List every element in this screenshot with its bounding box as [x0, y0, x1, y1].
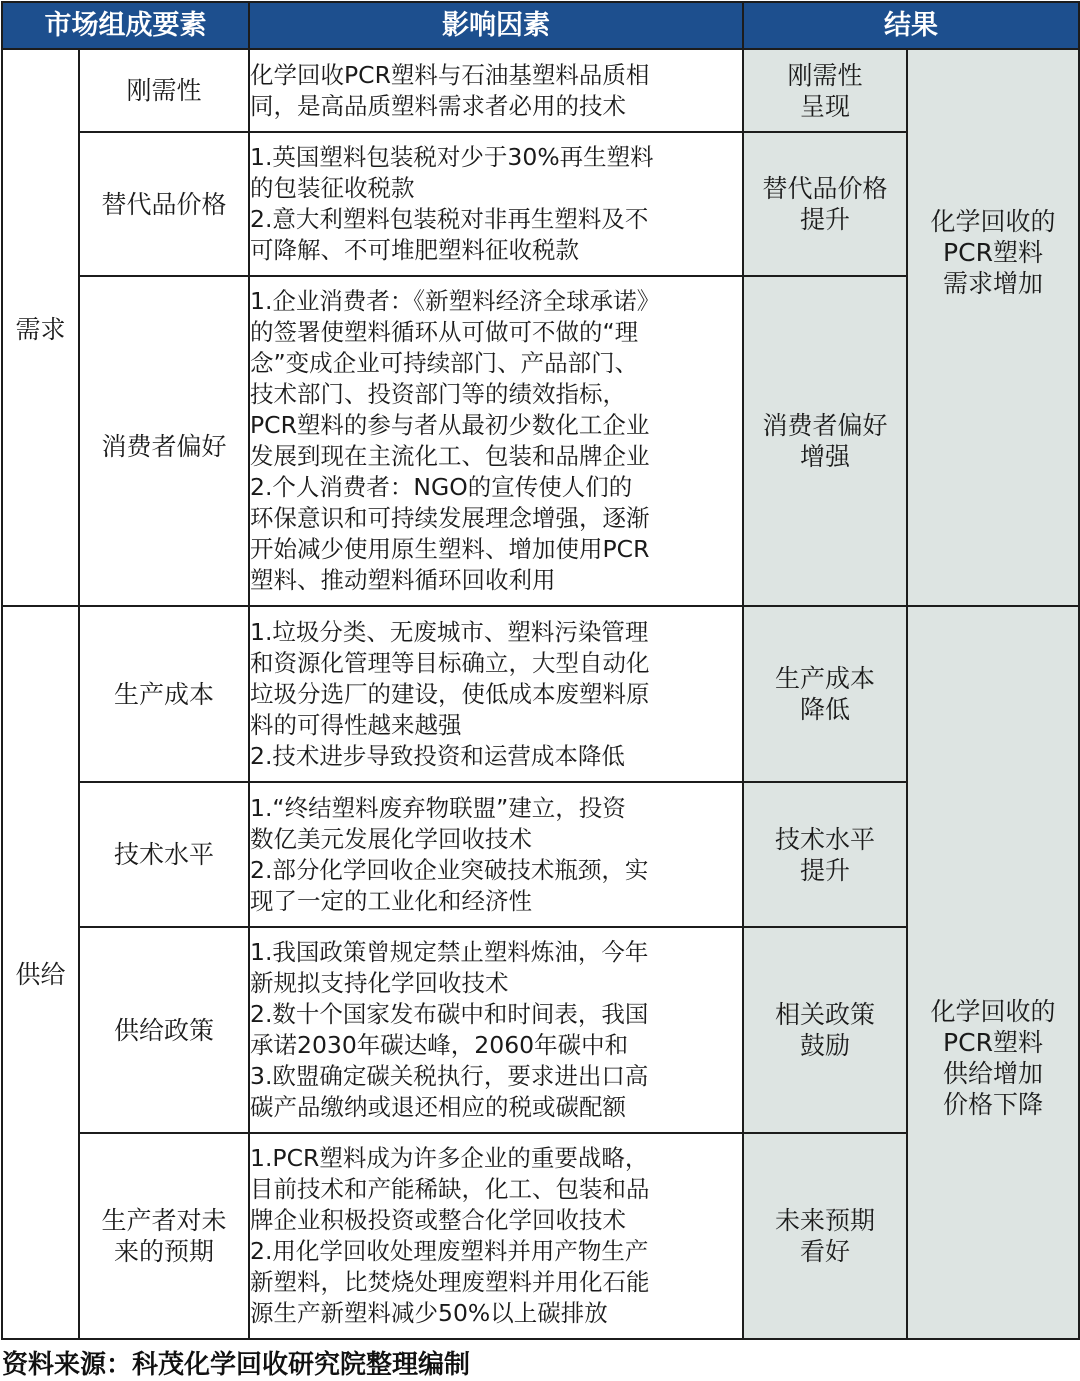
influence-line: 的包装征收税款 — [250, 174, 415, 202]
factor-text: 消费者偏好 — [101, 431, 227, 461]
result-text: 未来预期 — [774, 1206, 875, 1235]
final-result-spacer — [908, 299, 1078, 449]
factor-text: 生产者对未 — [101, 1206, 227, 1235]
influence-cell — [249, 276, 743, 606]
influence-line: 环保意识和可持续发展理念增强，逐渐 — [250, 504, 650, 532]
influence-line: 3.欧盟确定碳关税执行，要求进出口高 — [250, 1062, 649, 1090]
result-cell — [743, 276, 907, 606]
influence-cell — [249, 782, 743, 927]
influence-line: 新塑料，比焚烧处理废塑料并用化石能 — [250, 1268, 650, 1296]
final-result-supply — [907, 606, 1079, 1339]
header-row — [2, 2, 1079, 49]
influence-line: 牌企业积极投资或整合化学回收技术 — [250, 1206, 626, 1234]
result-text: 刚需性 — [787, 60, 863, 90]
result-text: 降低 — [799, 695, 850, 724]
factor-cell — [79, 276, 249, 606]
influence-line: 的签署使塑料循环从可做可不做的“理 — [250, 318, 639, 346]
influence-line: 念”变成企业可持续部门、产品部门、 — [250, 349, 639, 377]
influence-line: 1.企业消费者：《新塑料经济全球承诺》 — [250, 287, 661, 315]
factor-cell — [79, 606, 249, 782]
influence-cell — [249, 132, 743, 276]
header-market-components: 市场组成要素 — [2, 2, 249, 49]
result-text: 增强 — [799, 442, 850, 471]
final-result-text: 价格下降 — [942, 1089, 1043, 1119]
factor-cell — [79, 132, 249, 276]
final-result-text: 化学回收的 — [930, 207, 1056, 236]
final-result-spacer — [908, 826, 1078, 996]
influence-line: 技术部门、投资部门等的绩效指标， — [250, 380, 626, 408]
source-note: 资料来源：科茂化学回收研究院整理编制 — [2, 1350, 471, 1380]
result-text: 鼓励 — [799, 1031, 850, 1060]
influence-line: 碳产品缴纳或退还相应的税或碳配额 — [250, 1093, 626, 1121]
factor-text: 生产成本 — [113, 679, 214, 709]
influence-line: 同，是高品质塑料需求者必用的技术 — [250, 91, 626, 120]
result-cell — [743, 132, 907, 276]
factor-cell — [79, 1133, 249, 1339]
header-result: 结果 — [743, 2, 1079, 49]
result-text: 技术水平 — [774, 824, 875, 854]
factor-cell — [79, 49, 249, 132]
final-result-text: 化学回收的 — [930, 996, 1056, 1026]
result-text: 提升 — [799, 205, 850, 234]
table-row — [2, 606, 1079, 782]
factor-text: 供给政策 — [113, 1015, 214, 1045]
influence-line: 1.PCR塑料成为许多企业的重要战略， — [250, 1144, 649, 1172]
final-result-text: 供给增加 — [942, 1058, 1043, 1088]
result-text: 提升 — [799, 855, 850, 885]
influence-line: 1.垃圾分类、无废城市、塑料污染管理 — [250, 617, 649, 646]
result-text: 看好 — [799, 1237, 850, 1266]
influence-line: 2.意大利塑料包装税对非再生塑料及不 — [250, 205, 649, 233]
influence-line: 可降解、不可堆肥塑料征收税款 — [250, 236, 579, 264]
influence-cell — [249, 1133, 743, 1339]
result-cell — [743, 927, 907, 1133]
influence-cell — [249, 927, 743, 1133]
result-cell — [743, 606, 907, 782]
final-result-text: 需求增加 — [942, 269, 1043, 298]
final-result-text: PCR塑料 — [943, 238, 1043, 267]
factor-cell — [79, 927, 249, 1133]
side-label-supply: 供给 — [2, 606, 79, 1339]
influence-line: 2.用化学回收处理废塑料并用产物生产 — [250, 1237, 649, 1265]
result-cell — [743, 49, 907, 132]
factor-text: 替代品价格 — [101, 189, 227, 219]
result-text: 呈现 — [799, 91, 850, 121]
influence-line: 垃圾分选厂的建设，使低成本废塑料原 — [250, 679, 650, 708]
result-cell — [743, 782, 907, 927]
influence-cell — [249, 49, 743, 132]
influence-line: 2.部分化学回收企业突破技术瓶颈，实 — [250, 855, 649, 884]
header-influence-factors: 影响因素 — [249, 2, 743, 49]
influence-line: 1.英国塑料包装税对少于30%再生塑料 — [250, 143, 654, 171]
factor-text: 刚需性 — [126, 76, 202, 105]
influence-line: 2.数十个国家发布碳中和时间表，我国 — [250, 1000, 649, 1028]
influence-line: 源生产新塑料减少50%以上碳排放 — [250, 1299, 608, 1327]
influence-line: 数亿美元发展化学回收技术 — [250, 824, 532, 853]
influence-line: PCR塑料的参与者从最初少数化工企业 — [250, 411, 650, 439]
result-cell — [743, 1133, 907, 1339]
influence-line: 1.“终结塑料废弃物联盟”建立，投资 — [250, 793, 626, 822]
result-text: 相关政策 — [774, 1000, 875, 1029]
influence-line: 发展到现在主流化工、包装和品牌企业 — [250, 442, 650, 470]
influence-line: 和资源化管理等目标确立，大型自动化 — [250, 648, 650, 677]
influence-line: 现了一定的工业化和经济性 — [250, 886, 532, 915]
table-row — [2, 49, 1079, 132]
result-text: 消费者偏好 — [762, 411, 888, 440]
influence-line: 开始减少使用原生塑料、增加使用PCR — [250, 535, 650, 563]
influence-line: 2.技术进步导致投资和运营成本降低 — [250, 741, 625, 770]
influence-line: 料的可得性越来越强 — [250, 710, 462, 739]
influence-line: 目前技术和产能稀缺，化工、包装和品 — [250, 1175, 650, 1203]
result-text: 生产成本 — [774, 664, 875, 693]
influence-line: 新规拟支持化学回收技术 — [250, 969, 509, 997]
final-result-text: PCR塑料 — [943, 1027, 1043, 1057]
influence-line: 1.我国政策曾规定禁止塑料炼油，今年 — [250, 938, 649, 966]
factor-text: 技术水平 — [113, 840, 214, 869]
factor-cell — [79, 782, 249, 927]
market-factors-table — [1, 1, 1080, 1340]
influence-line: 塑料、推动塑料循环回收利用 — [250, 566, 556, 594]
result-text: 替代品价格 — [762, 174, 888, 203]
influence-line: 化学回收PCR塑料与石油基塑料品质相 — [250, 60, 650, 89]
final-result-demand — [907, 49, 1079, 606]
side-label-demand: 需求 — [2, 49, 79, 606]
influence-line: 承诺2030年碳达峰，2060年碳中和 — [250, 1031, 629, 1059]
influence-line: 2.个人消费者：NGO的宣传使人们的 — [250, 473, 633, 501]
influence-cell — [249, 606, 743, 782]
factor-text: 来的预期 — [113, 1237, 214, 1266]
